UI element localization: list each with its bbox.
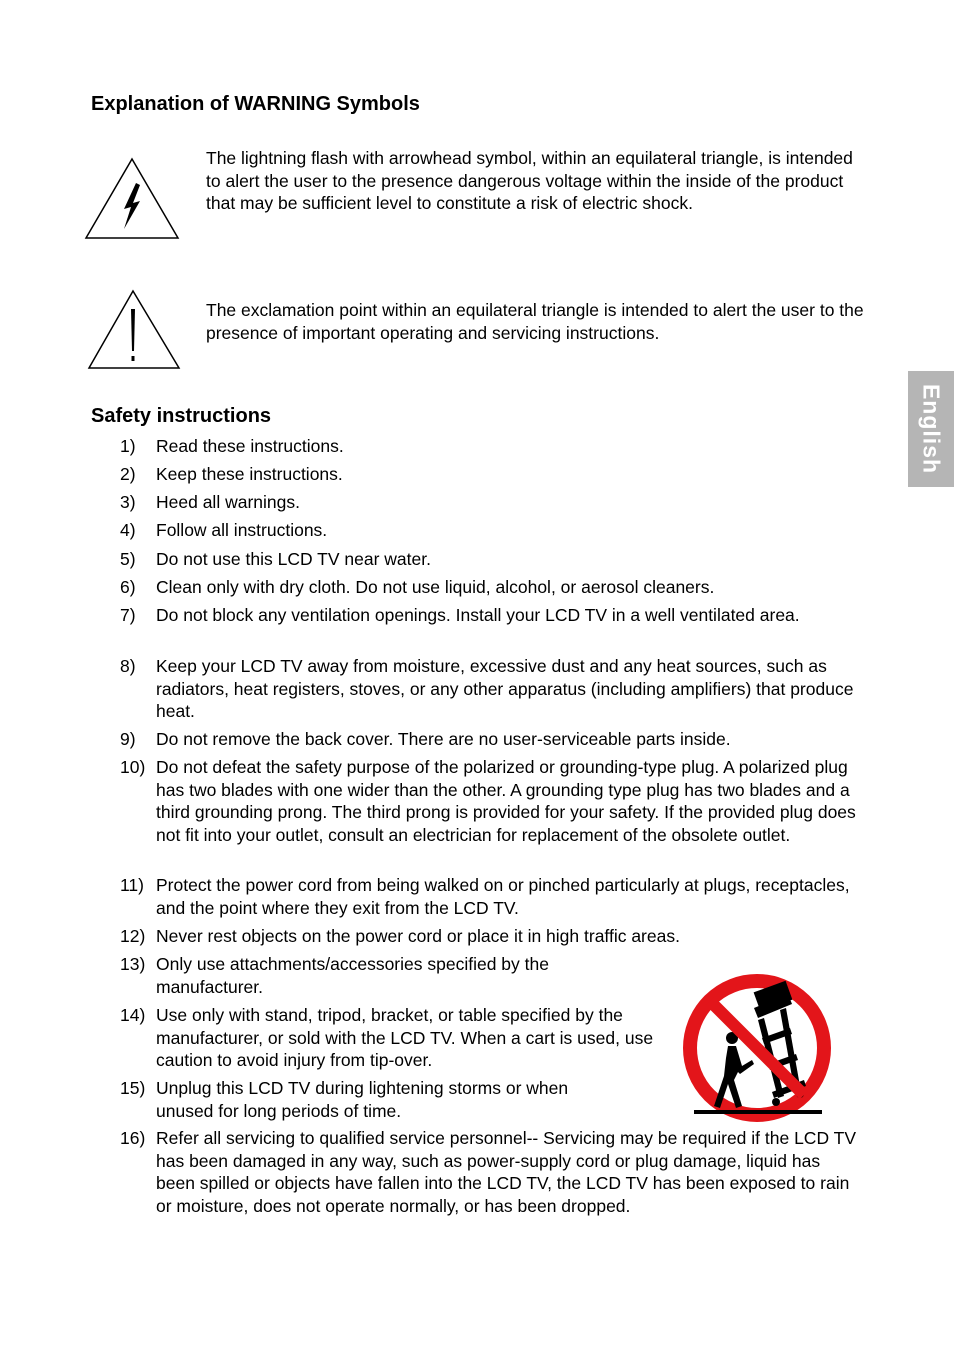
safety-instructions-heading: Safety instructions xyxy=(91,405,272,427)
item-text: Never rest objects on the power cord or place it in high traffic areas. xyxy=(156,926,680,946)
item-number: 10) xyxy=(120,757,146,777)
item-number: 1) xyxy=(120,436,136,456)
item-text: Use only with stand, tripod, bracket, or table specified by the manufacturer, or sold with the LCD TV. When a cart is used, use caution to avoid injury from tip-over. xyxy=(156,1005,654,1071)
item-number: 15) xyxy=(120,1078,146,1098)
item-number: 13) xyxy=(120,954,146,974)
item-text: Do not remove the back cover. There are no user-serviceable parts inside. xyxy=(156,729,731,749)
item-text: Heed all warnings. xyxy=(156,492,300,512)
item-number: 5) xyxy=(120,549,136,569)
item-text: Do not use this LCD TV near water. xyxy=(156,549,431,569)
exclamation-symbol-description: The exclamation point within an equilateral triangle is intended to alert the user to the presence of important operating and servicing instructions. xyxy=(206,300,864,343)
item-text: Keep your LCD TV away from moisture, excessive dust and any heat sources, such as radiators, heat registers, stoves, or any other apparatus (including amplifiers) that produce heat. xyxy=(156,656,854,722)
item-text: Refer all servicing to qualified service personnel-- Servicing may be required if the LCD TV has been damaged in any way, such as power-supply cord or plug damage, liquid has been spilled or objects have fallen into the LCD TV, the LCD TV has been exposed to rain or moisture, does not operate normally, or has been dropped. xyxy=(156,1128,856,1217)
lightning-warning-icon xyxy=(84,157,180,241)
item-number: 7) xyxy=(120,605,136,625)
item-number: 3) xyxy=(120,492,136,512)
item-text: Unplug this LCD TV during lightening storms or when unused for long periods of time. xyxy=(156,1078,569,1121)
no-cart-tip-over-icon xyxy=(676,968,838,1128)
item-text: Keep these instructions. xyxy=(156,464,343,484)
item-number: 11) xyxy=(120,875,144,895)
item-text: Do not block any ventilation openings. Install your LCD TV in a well ventilated area. xyxy=(156,605,800,625)
item-text: Protect the power cord from being walked on or pinched particularly at plugs, receptacles, and the point where they exit from the LCD TV. xyxy=(156,875,850,918)
item-number: 14) xyxy=(120,1005,146,1025)
lightning-symbol-description: The lightning flash with arrowhead symbol, within an equilateral triangle, is intended to alert the user to the presence dangerous voltage within the inside of the product that may be sufficient level to constitute a risk of electric shock. xyxy=(206,148,853,214)
item-number: 12) xyxy=(120,926,146,946)
item-text: Follow all instructions. xyxy=(156,520,328,540)
item-text: Clean only with dry cloth. Do not use liquid, alcohol, or aerosol cleaners. xyxy=(156,577,715,597)
language-tab xyxy=(908,371,954,487)
item-text: Only use attachments/accessories specified by the manufacturer. xyxy=(156,954,549,997)
warning-symbols-heading: Explanation of WARNING Symbols xyxy=(91,93,420,115)
item-number: 8) xyxy=(120,656,136,676)
item-number: 4) xyxy=(120,520,136,540)
item-number: 2) xyxy=(120,464,136,484)
item-text: Do not defeat the safety purpose of the polarized or grounding-type plug. A polarized plug has two blades with one wider than the other. A grounding type plug has two blades and a third grounding prong. The third prong is provided for your safety. If the provided plug does not fit into your outlet, consult an electrician for replacement of the obsolete outlet. xyxy=(156,757,856,846)
exclamation-warning-icon xyxy=(87,289,181,371)
item-number: 9) xyxy=(120,729,136,749)
item-text: Read these instructions. xyxy=(156,436,344,456)
item-number: 16) xyxy=(120,1128,146,1148)
language-tab-label: English xyxy=(918,383,945,475)
item-number: 6) xyxy=(120,577,136,597)
